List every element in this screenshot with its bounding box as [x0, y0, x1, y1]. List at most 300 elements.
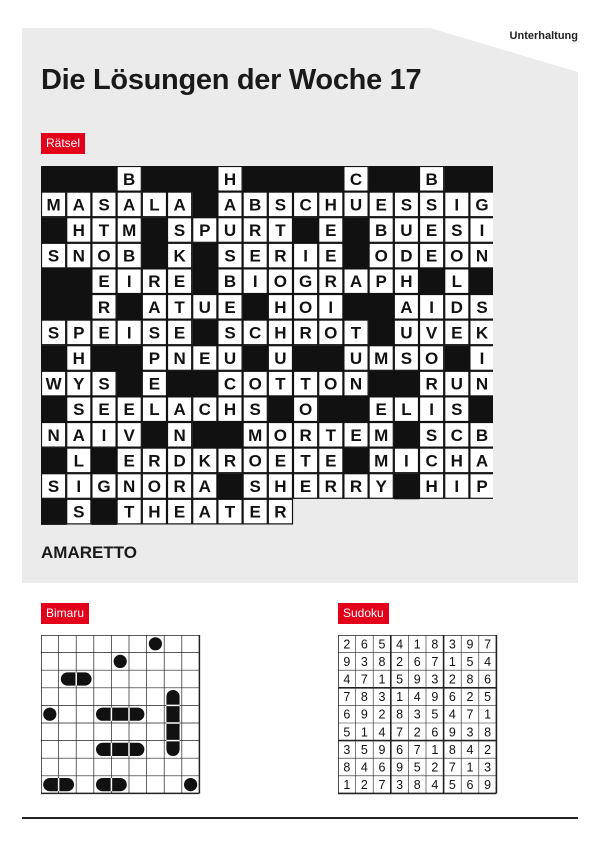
sudoku-digit: 2 [378, 707, 386, 722]
crossword-block [41, 166, 67, 192]
crossword-block [369, 371, 395, 397]
crossword-letter: N [349, 374, 363, 394]
crossword-letter: M [122, 221, 137, 240]
crossword-letter: T [275, 374, 286, 394]
crossword-letter: T [98, 221, 110, 240]
crossword-letter: A [223, 195, 237, 215]
crossword-block [394, 371, 420, 397]
crossword-letter: G [97, 477, 111, 496]
crossword-letter: O [298, 297, 313, 317]
crossword-letter: I [429, 297, 434, 317]
crossword-block [66, 294, 92, 320]
crossword-letter: E [325, 451, 337, 471]
sudoku-digit: 9 [378, 742, 386, 757]
crossword-letter: A [123, 195, 136, 215]
sudoku-digit: 6 [396, 742, 404, 757]
sudoku-digit: 3 [448, 637, 456, 652]
crossword-letter: O [273, 425, 288, 445]
crossword-letter: S [148, 323, 161, 343]
crossword-letter: L [73, 451, 84, 471]
crossword-block [91, 345, 117, 371]
page-title: Die Lösungen der Woche 17 [41, 64, 422, 96]
crossword-letter: I [303, 246, 308, 266]
sudoku-digit: 2 [448, 672, 456, 687]
crossword-letter: U [349, 349, 363, 368]
crossword-letter: L [401, 400, 412, 420]
sudoku-digit: 4 [448, 707, 456, 722]
sudoku-digit: 6 [431, 725, 439, 740]
crossword-block [293, 217, 319, 243]
crossword-letter: R [425, 374, 438, 394]
crossword-letter: I [126, 323, 132, 343]
crossword-block [142, 217, 168, 243]
crossword-letter: O [374, 246, 388, 266]
sudoku-digit: 2 [484, 742, 492, 757]
crossword-letter: E [98, 400, 110, 420]
sudoku-digit: 3 [396, 778, 404, 793]
crossword-letter: B [223, 272, 237, 292]
crossword-letter: E [451, 323, 463, 343]
sudoku-digit: 7 [484, 637, 492, 652]
crossword-letter: S [73, 502, 85, 522]
crossword-letter: S [73, 400, 85, 420]
crossword-letter: M [46, 195, 61, 215]
crossword-letter: O [324, 374, 338, 394]
crossword-block [394, 473, 420, 499]
crossword-letter: H [72, 221, 85, 240]
crossword-letter: H [274, 323, 287, 343]
crossword-letter: E [325, 221, 337, 240]
crossword-letter: N [72, 246, 85, 266]
crossword-letter: S [451, 221, 463, 240]
sudoku-digit: 7 [448, 760, 456, 775]
crossword-letter: G [475, 195, 489, 215]
sudoku-digit: 8 [378, 654, 386, 669]
sudoku-digit: 3 [431, 672, 439, 687]
crossword-block [318, 166, 344, 192]
sudoku-digit: 4 [396, 637, 404, 652]
crossword-letter: B [475, 425, 489, 445]
sudoku-digit: 8 [466, 672, 474, 687]
sudoku-digit: 8 [484, 725, 492, 740]
crossword-letter: R [148, 451, 161, 471]
ship-submarine [184, 778, 197, 791]
crossword-letter: Y [375, 477, 387, 496]
crossword-block [217, 473, 243, 499]
sudoku-digit: 1 [413, 637, 421, 652]
crossword-letter: O [298, 400, 313, 420]
crossword-letter: I [429, 400, 434, 420]
crossword-letter: K [475, 323, 489, 343]
crossword-letter: E [173, 272, 186, 292]
crossword-block [91, 499, 117, 525]
crossword-letter: R [299, 425, 312, 445]
crossword-letter: H [324, 195, 337, 215]
crossword-letter: N [173, 349, 186, 368]
crossword-block [243, 294, 269, 320]
crossword-letter: U [400, 221, 413, 240]
crossword-letter: M [374, 349, 389, 368]
ship-submarine [149, 637, 162, 650]
crossword-letter: S [224, 323, 236, 343]
crossword-letter: E [173, 502, 186, 522]
crossword-letter: U [400, 323, 413, 343]
crossword-letter: U [198, 297, 211, 317]
crossword-letter: R [249, 221, 262, 240]
sudoku-digit: 3 [413, 707, 421, 722]
crossword-letter: M [374, 425, 389, 445]
crossword-letter: I [252, 272, 258, 292]
sudoku-digit: 6 [360, 637, 368, 652]
crossword-letter: S [98, 374, 110, 394]
sudoku-digit: 4 [360, 760, 368, 775]
crossword-letter: A [148, 297, 161, 317]
crossword-letter: I [454, 195, 460, 215]
sudoku-digit: 1 [396, 690, 404, 705]
crossword-letter: U [349, 195, 363, 215]
crossword-block [293, 166, 319, 192]
crossword-block [394, 166, 420, 192]
crossword-block [91, 166, 117, 192]
sudoku-digit: 8 [343, 760, 351, 775]
crossword-block [369, 166, 395, 192]
crossword-letter: E [98, 272, 110, 292]
crossword-letter: N [47, 425, 60, 445]
crossword-letter: S [47, 323, 60, 343]
sudoku-digit: 2 [343, 637, 351, 652]
crossword-letter: S [173, 221, 186, 240]
crossword-letter: R [274, 502, 287, 522]
crossword-letter: E [375, 195, 387, 215]
crossword-block [192, 243, 218, 269]
crossword-letter: N [475, 246, 489, 266]
sudoku-digit: 2 [413, 725, 421, 740]
crossword-letter: C [349, 169, 363, 189]
crossword-block [444, 166, 470, 192]
sudoku-digit: 7 [431, 654, 439, 669]
crossword-letter: U [274, 349, 287, 368]
crossword-block [318, 345, 344, 371]
sudoku-digit: 5 [413, 760, 421, 775]
crossword-letter: M [248, 425, 263, 445]
sudoku-digit: 7 [466, 707, 474, 722]
sudoku-digit: 5 [343, 725, 351, 740]
crossword-block [41, 345, 67, 371]
crossword-letter: T [300, 374, 311, 394]
crossword-block [91, 448, 117, 474]
crossword-block [192, 268, 218, 294]
crossword-letter: T [174, 297, 185, 317]
crossword-block [343, 396, 369, 422]
sudoku-digit: 7 [343, 690, 351, 705]
ship-submarine [43, 708, 56, 721]
sudoku-digit: 3 [360, 654, 368, 669]
sudoku-digit: 2 [466, 690, 474, 705]
crossword-letter: I [126, 272, 132, 292]
crossword-letter: I [479, 349, 485, 368]
crossword-letter: O [273, 272, 288, 292]
crossword-letter: H [274, 477, 287, 496]
crossword-letter: R [324, 477, 337, 496]
crossword-letter: W [45, 374, 62, 394]
sudoku-digit: 6 [448, 690, 456, 705]
sudoku-digit: 3 [378, 690, 386, 705]
sudoku-digit: 4 [343, 672, 351, 687]
crossword-letter: A [400, 297, 413, 317]
crossword-letter: D [450, 297, 463, 317]
crossword-block [469, 268, 493, 294]
crossword-block [343, 243, 369, 269]
sudoku-digit: 6 [343, 707, 351, 722]
crossword-letter: C [249, 323, 262, 343]
crossword-letter: H [72, 349, 85, 368]
crossword-letter: B [123, 169, 136, 189]
crossword-letter: U [450, 374, 463, 394]
sudoku-digit: 5 [360, 742, 368, 757]
crossword-block [343, 448, 369, 474]
crossword-block [192, 371, 218, 397]
crossword-letter: V [123, 425, 135, 445]
crossword-letter: E [148, 374, 161, 394]
crossword-letter: T [124, 502, 135, 522]
crossword-letter: O [147, 477, 162, 496]
sudoku-digit: 4 [378, 725, 386, 740]
crossword-letter: I [404, 451, 409, 471]
sudoku-digit: 5 [466, 654, 474, 669]
crossword-block [444, 345, 470, 371]
crossword-block [318, 396, 344, 422]
crossword-letter: B [249, 195, 262, 215]
crossword-letter: H [274, 297, 287, 317]
sudoku-grid [338, 635, 498, 795]
crossword-letter: O [424, 349, 439, 368]
crossword-letter: K [173, 246, 186, 266]
sudoku-digit: 4 [413, 690, 421, 705]
ship-horizontal [96, 708, 144, 721]
crossword-letter: S [47, 477, 60, 496]
sudoku-digit: 9 [360, 707, 368, 722]
crossword-letter: P [476, 477, 488, 496]
crossword-solution: AMARETTO [41, 543, 138, 562]
crossword-letter: D [173, 451, 186, 471]
crossword-letter: T [275, 221, 286, 240]
crossword-letter: S [224, 246, 236, 266]
crossword-label: Rätsel [41, 133, 85, 154]
crossword-letter: N [475, 374, 489, 394]
crossword-letter: S [451, 400, 463, 420]
crossword-letter: A [349, 272, 363, 292]
crossword-block [142, 166, 168, 192]
crossword-letter: A [72, 425, 85, 445]
sudoku-digit: 4 [431, 778, 439, 793]
sudoku-digit: 7 [378, 778, 386, 793]
crossword-block [419, 268, 445, 294]
sudoku-digit: 5 [484, 690, 492, 705]
sudoku-digit: 7 [396, 725, 404, 740]
crossword-block [41, 217, 67, 243]
crossword-block [469, 166, 493, 192]
sudoku-digit: 9 [466, 637, 474, 652]
crossword-block [142, 422, 168, 448]
sudoku-digit: 1 [448, 654, 456, 669]
footer-rule [22, 817, 578, 819]
crossword-letter: C [223, 374, 237, 394]
crossword-block [192, 422, 218, 448]
crossword-letter: E [123, 400, 135, 420]
crossword-letter: P [148, 349, 161, 368]
sudoku-digit: 9 [484, 778, 492, 793]
crossword-letter: D [400, 246, 413, 266]
crossword-block [192, 166, 218, 192]
crossword-block [167, 166, 193, 192]
crossword-block [343, 294, 369, 320]
crossword-grid [41, 166, 493, 528]
crossword-letter: S [425, 195, 438, 215]
sudoku-digit: 1 [378, 672, 386, 687]
crossword-letter: H [450, 451, 463, 471]
sudoku-digit: 3 [484, 760, 492, 775]
crossword-letter: R [223, 451, 237, 471]
crossword-letter: U [223, 349, 237, 368]
crossword-letter: E [350, 425, 362, 445]
crossword-letter: I [101, 425, 107, 445]
crossword-letter: B [123, 246, 136, 266]
bimaru-grid [41, 635, 201, 795]
crossword-letter: N [123, 477, 136, 496]
sudoku-digit: 5 [396, 672, 404, 687]
crossword-letter: R [299, 323, 312, 343]
sudoku-digit: 9 [343, 654, 351, 669]
sudoku-digit: 9 [396, 760, 404, 775]
crossword-letter: Y [73, 374, 85, 394]
sudoku-digit: 8 [360, 690, 368, 705]
crossword-letter: P [375, 272, 387, 292]
crossword-letter: B [425, 169, 438, 189]
crossword-letter: I [454, 477, 460, 496]
crossword-letter: R [349, 477, 363, 496]
sudoku-digit: 6 [378, 760, 386, 775]
crossword-block [117, 345, 143, 371]
crossword-letter: A [173, 195, 186, 215]
sudoku-digit: 8 [431, 637, 439, 652]
crossword-letter: C [299, 195, 312, 215]
crossword-letter: I [328, 297, 334, 317]
sudoku-digit: 2 [396, 654, 404, 669]
sudoku-digit: 3 [343, 742, 351, 757]
bimaru-label: Bimaru [41, 603, 89, 624]
crossword-block [41, 499, 67, 525]
crossword-letter: O [324, 323, 338, 343]
crossword-letter: P [199, 221, 211, 240]
crossword-letter: E [199, 349, 211, 368]
crossword-block [268, 396, 294, 422]
sudoku-digit: 1 [343, 778, 351, 793]
sudoku-digit: 7 [360, 672, 368, 687]
sudoku-digit: 8 [413, 778, 421, 793]
crossword-letter: L [149, 195, 160, 215]
sudoku-digit: 5 [378, 637, 386, 652]
crossword-letter: S [98, 195, 110, 215]
sudoku-digit: 3 [466, 725, 474, 740]
crossword-letter: R [173, 477, 186, 496]
crossword-letter: U [223, 221, 237, 240]
crossword-letter: E [249, 246, 261, 266]
sudoku-digit: 5 [448, 778, 456, 793]
crossword-letter: E [123, 451, 135, 471]
crossword-block [192, 192, 218, 218]
crossword-block [66, 268, 92, 294]
crossword-letter: H [425, 477, 438, 496]
crossword-letter: R [274, 246, 287, 266]
sudoku-digit: 8 [448, 742, 456, 757]
crossword-letter: O [97, 246, 111, 266]
crossword-block [41, 294, 67, 320]
crossword-letter: E [274, 451, 287, 471]
crossword-letter: A [173, 400, 186, 420]
crossword-letter: H [148, 502, 161, 522]
sudoku-digit: 4 [484, 654, 492, 669]
crossword-block [41, 268, 67, 294]
crossword-letter: E [224, 297, 236, 317]
crossword-letter: R [148, 272, 161, 292]
sudoku-digit: 6 [466, 778, 474, 793]
crossword-letter: S [249, 400, 261, 420]
crossword-letter: S [47, 246, 60, 266]
crossword-letter: E [299, 477, 312, 496]
crossword-letter: A [72, 195, 85, 215]
crossword-block [369, 294, 395, 320]
crossword-letter: A [198, 502, 211, 522]
crossword-letter: N [173, 425, 186, 445]
crossword-block [117, 371, 143, 397]
crossword-letter: S [274, 195, 287, 215]
crossword-letter: G [298, 272, 313, 292]
crossword-letter: E [173, 323, 186, 343]
crossword-block [41, 396, 67, 422]
crossword-letter: A [198, 477, 211, 496]
crossword-block [268, 166, 294, 192]
crossword-letter: R [97, 297, 111, 317]
crossword-letter: K [198, 451, 211, 471]
crossword-letter: T [300, 451, 311, 471]
crossword-letter: T [350, 323, 362, 343]
sudoku-digit: 1 [360, 725, 368, 740]
crossword-letter: A [475, 451, 489, 471]
crossword-letter: E [425, 221, 438, 240]
crossword-letter: S [425, 425, 438, 445]
sudoku-label: Sudoku [338, 603, 389, 624]
crossword-letter: O [248, 374, 262, 394]
sudoku-digit: 5 [431, 707, 439, 722]
sudoku-digit: 6 [413, 654, 421, 669]
crossword-letter: S [249, 477, 261, 496]
crossword-block [66, 166, 92, 192]
sudoku-digit: 2 [431, 760, 439, 775]
crossword-block [117, 294, 143, 320]
crossword-block [343, 217, 369, 243]
sudoku-digit: 2 [360, 778, 368, 793]
ship-horizontal [96, 743, 144, 756]
crossword-letter: E [249, 502, 261, 522]
crossword-letter: E [98, 323, 110, 343]
sudoku-digit: 1 [484, 707, 492, 722]
crossword-block [217, 422, 243, 448]
crossword-letter: C [450, 425, 463, 445]
crossword-letter: E [425, 246, 438, 266]
sudoku-digit: 7 [413, 742, 421, 757]
crossword-letter: E [375, 400, 387, 420]
crossword-block [394, 422, 420, 448]
